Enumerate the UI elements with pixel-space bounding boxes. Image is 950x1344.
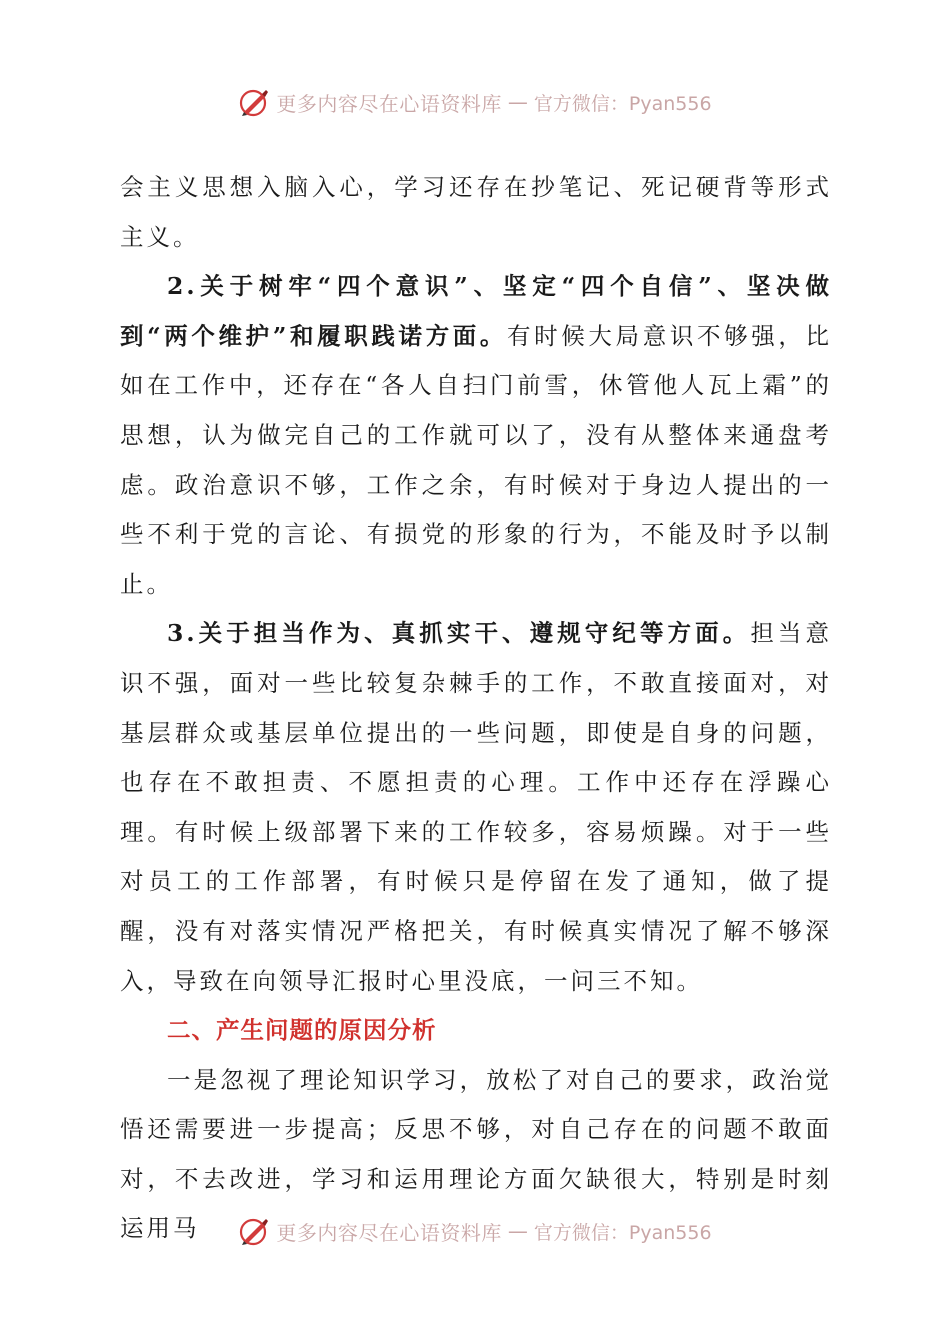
watermark-separator: — xyxy=(507,90,528,114)
paragraph-cause-analysis: 一是忽视了理论知识学习，放松了对自己的要求，政治觉悟还需要进一步提高；反思不够，对自己存在的问题不敢面对，不去改进，学习和运用理论方面欠缺很大，特别是时刻运用马 xyxy=(120,1065,832,1243)
item-2-heading: 2.关于树牢“四个意识”、坚定“四个自信”、坚决做到“两个维护”和履职践诺方面。 xyxy=(120,272,832,350)
watermark-wechat: 官方微信：Pyan556 xyxy=(533,92,712,115)
item-3-heading: 3.关于担当作为、真抓实干、遵规守纪等方面。 xyxy=(167,619,751,648)
watermark-main-text: 更多内容尽在心语资料库 xyxy=(276,1220,502,1245)
item-3-paragraph xyxy=(120,609,832,1006)
pen-logo-icon xyxy=(238,86,270,118)
document-body xyxy=(120,163,832,1254)
section-2-heading: 二、产生问题的原因分析 xyxy=(167,1016,437,1045)
watermark-wechat: 官方微信：Pyan556 xyxy=(533,1221,712,1244)
watermark-main-text: 更多内容尽在心语资料库 xyxy=(276,91,502,116)
watermark-footer xyxy=(0,1211,950,1251)
item-3-body: 担当意识不强，面对一些比较复杂棘手的工作，不敢直接面对，对基层群众或基层单位提出的一些问题，即使是自身的问题，也存在不敢担责、不愿担责的心理。工作中还存在浮躁心理。有时候上级部署下来的工作较多，容易烦躁。对于一些对员工的工作部署，有时候只是停留在发了通知，做了提醒，没有对落实情况严格把关，有时候真实情况了解不够深入，导致在向领导汇报时心里没底，一问三不知。 xyxy=(120,619,832,995)
pen-logo-icon xyxy=(238,1215,270,1247)
item-2-paragraph xyxy=(120,262,832,609)
watermark-header xyxy=(0,82,950,122)
item-2-body: 有时候大局意识不够强，比如在工作中，还存在“各人自扫门前雪，休管他人瓦上霜”的思想，认为做完自己的工作就可以了，没有从整体来通盘考虑。政治意识不够，工作之余，有时候对于身边人提出的一些不利于党的言论、有损党的形象的行为，不能及时予以制止。 xyxy=(120,321,832,598)
paragraph-continuation: 会主义思想入脑入心，学习还存在抄笔记、死记硬背等形式主义。 xyxy=(120,173,832,251)
watermark-separator: — xyxy=(507,1219,528,1243)
